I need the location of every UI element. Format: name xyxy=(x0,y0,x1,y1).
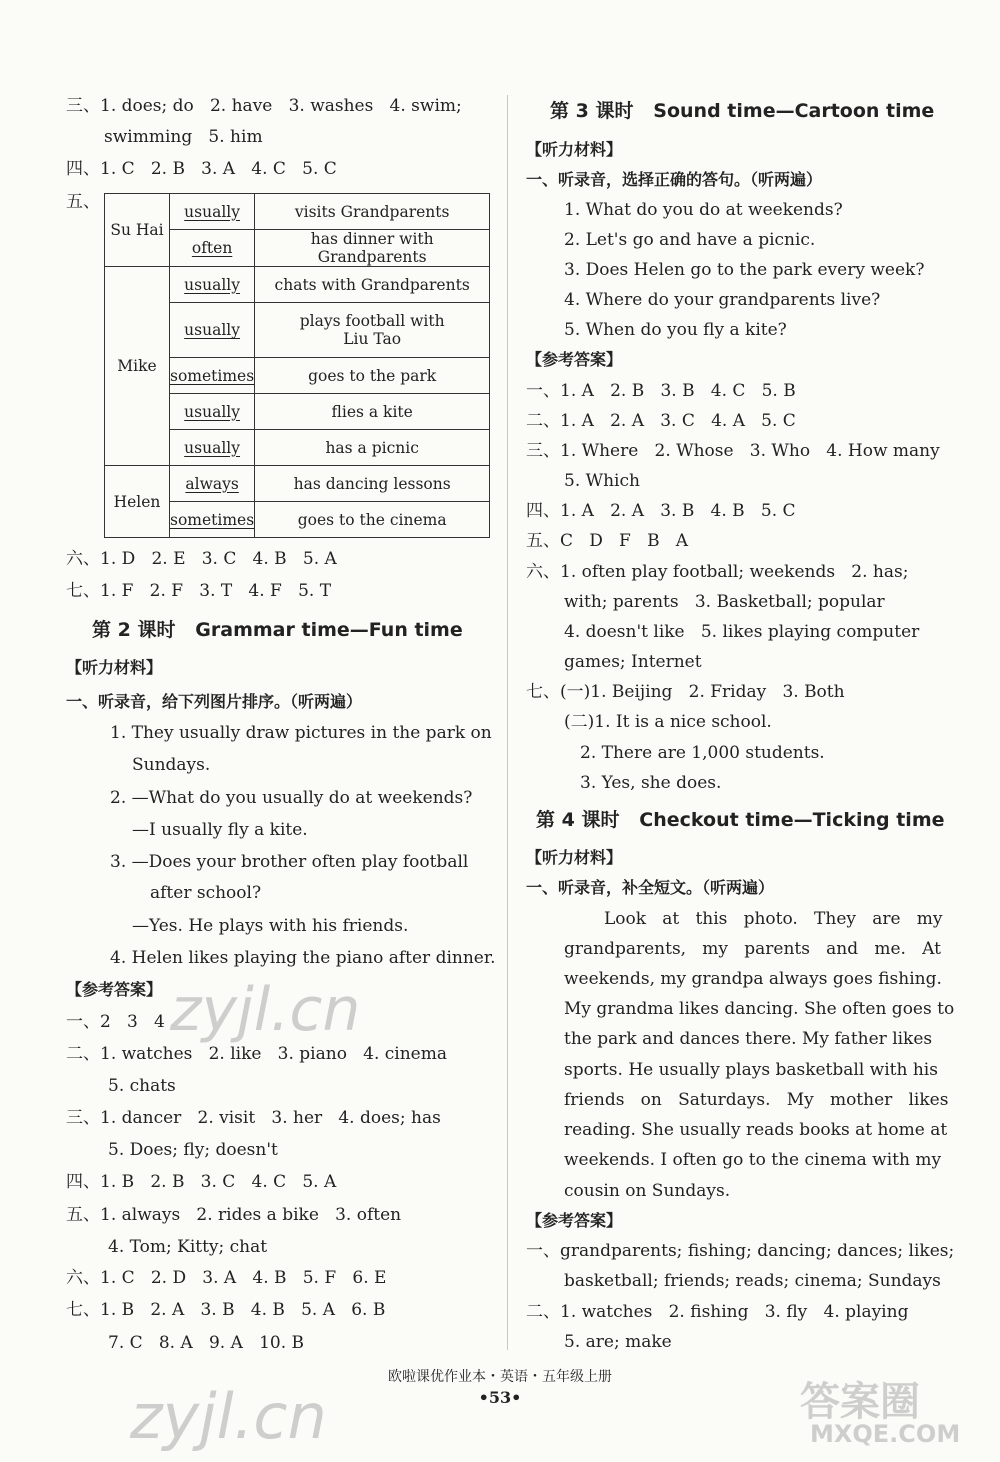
activity-cell: has dinner with Grandparents xyxy=(310,230,434,266)
answer-line: 五、1. always 2. rides a bike 3. often xyxy=(66,1205,402,1225)
activity-cell: goes to the cinema xyxy=(297,510,447,529)
answer-line: 七、(一)1. Beijing 2. Friday 3. Both xyxy=(526,682,845,702)
answer-line: 六、1. C 2. D 3. A 4. B 5. F 6. E xyxy=(66,1268,387,1288)
listening-line: —I usually fly a kite. xyxy=(132,820,308,840)
answer-section-5-label: 五、 xyxy=(66,192,100,212)
frequency-cell: usually xyxy=(184,402,240,421)
person-su-hai: Su Hai xyxy=(105,194,170,267)
book-title-footer: 欧啦课优作业本・英语・五年级上册 xyxy=(388,1369,612,1385)
answer-line: 二、1. watches 2. like 3. piano 4. cinema xyxy=(66,1044,447,1064)
listening-line: 4. Helen likes playing the piano after dinner. xyxy=(110,948,496,968)
answer-line: 4. doesn't like 5. likes playing computer xyxy=(564,622,920,642)
listening-line: 5. When do you fly a kite? xyxy=(564,320,787,340)
frequency-cell: usually xyxy=(184,321,240,339)
frequency-cell: usually xyxy=(184,438,240,457)
passage-line: the park and dances there. My father likes xyxy=(564,1029,933,1049)
listening-material-label: 【听力材料】 xyxy=(526,848,623,867)
answer-line: 3. Yes, she does. xyxy=(580,773,722,793)
listening-line: —Yes. He plays with his friends. xyxy=(132,916,409,936)
answer-line: 三、1. dancer 2. visit 3. her 4. does; has xyxy=(66,1108,441,1128)
watermark: zyjl.cn xyxy=(170,975,361,1045)
answer-line: 一、grandparents; fishing; dancing; dances; likes; xyxy=(526,1241,955,1261)
answer-line: 四、1. B 2. B 3. C 4. C 5. A xyxy=(66,1172,337,1192)
frequency-cell: usually xyxy=(184,202,240,221)
answer-line: 五、C D F B A xyxy=(526,531,689,551)
answer-line: 一、1. A 2. B 3. B 4. C 5. B xyxy=(526,381,796,401)
answer-line: 二、1. A 2. A 3. C 4. A 5. C xyxy=(526,411,796,431)
listening-line: 3. —Does your brother often play football xyxy=(110,852,469,872)
passage-line: Look at this photo. They are my xyxy=(604,909,943,929)
answer-section-6: 六、1. D 2. E 3. C 4. B 5. A xyxy=(66,549,337,569)
answer-section-7: 七、1. F 2. F 3. T 4. F 5. T xyxy=(66,581,332,601)
listening-line: 1. What do you do at weekends? xyxy=(564,200,843,220)
answer-line: 二、1. watches 2. fishing 3. fly 4. playing xyxy=(526,1302,909,1322)
answer-line: 2. There are 1,000 students. xyxy=(580,743,825,763)
passage-line: My grandma likes dancing. She often goes to xyxy=(564,999,955,1019)
activity-cell: visits Grandparents xyxy=(294,202,450,221)
answer-line: 5. Which xyxy=(564,471,640,491)
listening-line: 2. Let's go and have a picnic. xyxy=(564,230,816,250)
activity-cell: has a picnic xyxy=(325,438,419,457)
passage-line: reading. She usually reads books at home at xyxy=(564,1120,948,1140)
lesson-2-heading: 第 2 课时 Grammar time—Fun time xyxy=(92,619,463,641)
listening-line: 3. Does Helen go to the park every week? xyxy=(564,260,925,280)
listening-line: 1. They usually draw pictures in the park on xyxy=(110,723,492,743)
answer-line: 三、1. Where 2. Whose 3. Who 4. How many xyxy=(526,441,940,461)
reference-answers-label: 【参考答案】 xyxy=(66,980,163,999)
answer-section-3: 三、1. does; do 2. have 3. washes 4. swim; xyxy=(66,96,462,116)
answer-line: 7. C 8. A 9. A 10. B xyxy=(108,1333,304,1353)
activity-cell: flies a kite xyxy=(331,402,413,421)
listening-material-label: 【听力材料】 xyxy=(526,140,623,159)
answer-line: 5. chats xyxy=(108,1076,176,1096)
activity-cell: goes to the park xyxy=(308,366,437,385)
reference-answers-label: 【参考答案】 xyxy=(526,1211,623,1230)
watermark: MXQE.COM xyxy=(810,1420,961,1448)
listening-question-1: 一、听录音，给下列图片排序。（听两遍） xyxy=(66,692,363,711)
answer-line: (二)1. It is a nice school. xyxy=(564,712,772,732)
answer-line: 5. are; make xyxy=(564,1332,672,1352)
lesson-3-heading: 第 3 课时 Sound time—Cartoon time xyxy=(550,100,935,122)
passage-line: weekends, my grandpa always goes fishing. xyxy=(564,969,942,989)
frequency-cell: often xyxy=(191,239,233,257)
activity-cell: has dancing lessons xyxy=(293,474,451,493)
answer-line: 七、1. B 2. A 3. B 4. B 5. A 6. B xyxy=(66,1300,386,1320)
passage-line: cousin on Sundays. xyxy=(564,1181,731,1201)
passage-line: friends on Saturdays. My mother likes xyxy=(564,1090,949,1110)
watermark: 答案圈 xyxy=(800,1379,920,1425)
activity-cell: chats with Grandparents xyxy=(274,275,470,294)
listening-line: 4. Where do your grandparents live? xyxy=(564,290,881,310)
activity-cell: plays football with xyxy=(299,312,445,330)
answer-line: basketball; friends; reads; cinema; Sundays xyxy=(564,1271,941,1291)
passage-line: weekends. I often go to the cinema with my xyxy=(564,1150,942,1170)
frequency-cell: sometimes xyxy=(170,510,255,529)
listening-line: after school? xyxy=(150,883,262,903)
listening-line: Sundays. xyxy=(132,755,211,775)
listening-question-1: 一、听录音，选择正确的答句。（听两遍） xyxy=(526,170,823,189)
passage-line: grandparents, my parents and me. At xyxy=(564,939,941,959)
person-helen: Helen xyxy=(105,466,170,538)
answer-line: 四、1. A 2. A 3. B 4. B 5. C xyxy=(526,501,796,521)
answer-line: 4. Tom; Kitty; chat xyxy=(108,1237,268,1257)
frequency-cell: usually xyxy=(184,275,240,294)
listening-question-1: 一、听录音，补全短文。（听两遍） xyxy=(526,878,775,897)
page-number: •53• xyxy=(478,1388,522,1407)
answer-section-3-cont: swimming 5. him xyxy=(104,127,263,147)
answer-line: 一、2 3 4 xyxy=(66,1012,165,1032)
column-divider xyxy=(507,95,508,1350)
lesson-4-heading: 第 4 课时 Checkout time—Ticking time xyxy=(536,809,945,831)
watermark: zyjl.cn xyxy=(130,1380,327,1453)
answer-line: 六、1. often play football; weekends 2. has; xyxy=(526,562,909,582)
answer-line: 5. Does; fly; doesn't xyxy=(108,1140,278,1160)
answer-line: with; parents 3. Basketball; popular xyxy=(564,592,885,612)
answer-section-4: 四、1. C 2. B 3. A 4. C 5. C xyxy=(66,159,337,179)
person-mike: Mike xyxy=(105,267,170,466)
listening-line: 2. —What do you usually do at weekends? xyxy=(110,788,473,808)
reference-answers-label: 【参考答案】 xyxy=(526,350,623,369)
activity-cell-line2: Liu Tao xyxy=(343,330,402,348)
listening-material-label: 【听力材料】 xyxy=(66,658,163,677)
answer-line: games; Internet xyxy=(564,652,702,672)
frequency-cell: always xyxy=(185,474,239,493)
frequency-cell: sometimes xyxy=(170,366,255,385)
activity-table xyxy=(104,193,490,538)
passage-line: sports. He usually plays basketball with his xyxy=(564,1060,938,1080)
